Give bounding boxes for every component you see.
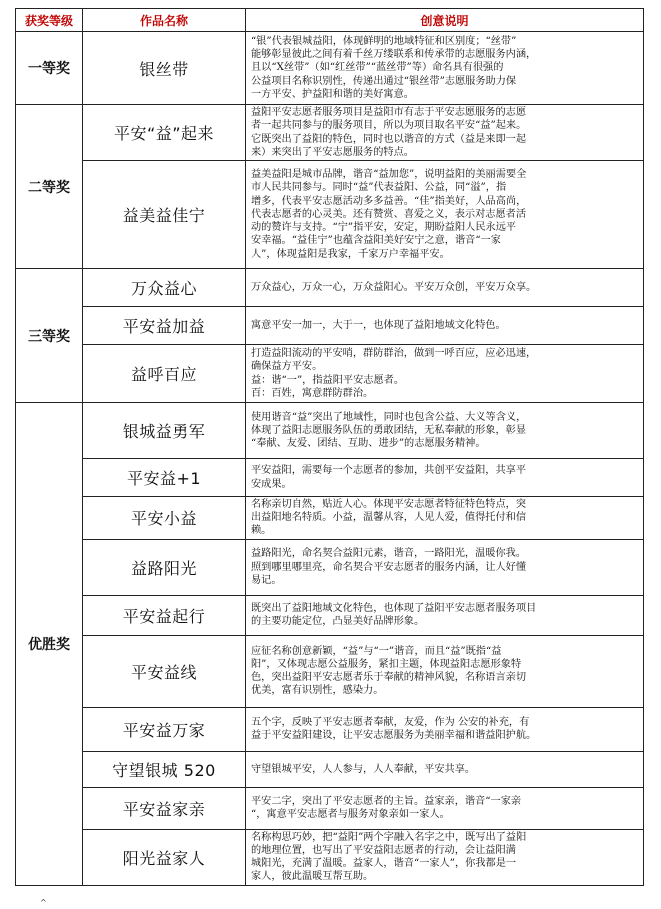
description-line: 益美益阳是城市品牌，谐音“益加您”，说明益阳的美丽需要全: [251, 169, 527, 181]
description-cell: [246, 595, 644, 635]
work-name: 益呼百应: [83, 345, 246, 403]
work-name: 益路阳光: [83, 539, 246, 595]
description-line: 阳”，又体现志愿公益服务，紧扣主题，体现益阳志愿形象特: [251, 658, 522, 670]
award-level: 二等奖: [16, 105, 83, 269]
description-line: 打造益阳流动的平安哨，群防群治，做到一呼百应，应必迅速，: [251, 348, 537, 360]
work-name: 银城益勇军: [83, 403, 246, 459]
description-cell: [246, 787, 644, 829]
description-line: 使用谐音“益”突出了地域性，同时也包含公益、大义等含义，: [251, 411, 527, 423]
description-line: 公益项目名称识别性，传递出通过“银丝带”志愿服务助力保: [251, 75, 517, 87]
description-line: 既突出了益阳地域文化特色，也体现了益阳平安志愿者服务项目: [251, 602, 537, 614]
description-line: 照到哪里哪里亮，命名契合平安志愿者的服务内涵，让人好懂: [251, 561, 527, 573]
table-row: [16, 787, 644, 829]
description-line: 名称构思巧妙，把“益阳”两个字融入名字之中，既写出了益阳: [251, 831, 527, 843]
description-line: 它既突出了益阳的特色，同时也以谐音的方式（益是来即一起: [251, 133, 527, 145]
description-line: “，寓意平安志愿者与服务对象亲如一家人。: [251, 809, 450, 821]
work-name: 平安益+1: [83, 459, 246, 497]
header-work: 作品名称: [83, 9, 246, 32]
description-cell: [246, 707, 644, 751]
table-row: [16, 459, 644, 497]
description-line: 益阳平安志愿者服务项目是益阳市有志于平安志愿服务的志愿: [251, 107, 527, 119]
description-line: 能够彰显彼此之间有着千丝万缕联系和传承带的志愿服务内涵，: [251, 49, 537, 61]
work-name: 守望银城 520: [83, 751, 246, 787]
description-cell: [246, 829, 644, 885]
description-line: 益路阳光，命名契合益阳元素，谐音，一路阳光，温暖你我。: [251, 548, 527, 560]
description-line: 人”，体现益阳是我家，千家万户幸福平安。: [251, 248, 450, 260]
award-level: 三等奖: [16, 269, 83, 403]
description-line: 安幸福。“益佳宁”也蕴含益阳美好安宁之意，谐音“一家: [251, 235, 501, 247]
description-cell: [246, 539, 644, 595]
description-line: 益：谐“一”，指益阳平安志愿者。: [251, 374, 405, 386]
description-cell: [246, 497, 644, 540]
description-cell: [246, 403, 644, 459]
work-name: 银丝带: [83, 32, 246, 105]
description-cell: [246, 269, 644, 307]
description-cell: [246, 307, 644, 345]
description-line: 平安二字，突出了平安志愿者的主旨。益家亲，谐音“一家亲: [251, 795, 522, 807]
table-row: [16, 829, 644, 885]
table-row: [16, 307, 644, 345]
description-line: 守望银城平安，人人参与，人人奉献，平安共享。: [251, 763, 476, 775]
table-body: [16, 32, 644, 886]
description-line: 赖。: [251, 525, 272, 537]
footer-mark: ^: [40, 898, 47, 907]
description-line: 一方平安、护益阳和谐的美好寓意。: [251, 88, 414, 100]
description-line: 的地理位置，也写出了平安益阳志愿者的行动，会让益阳满: [251, 844, 516, 856]
description-line: 万众益心，万众一心，万众益阳心。平安万众创，平安万众享。: [251, 281, 537, 293]
description-cell: [246, 345, 644, 403]
description-cell: [246, 32, 644, 105]
table-row: [16, 345, 644, 403]
table-row: [16, 32, 644, 105]
description-line: 优美，富有识别性，感染力。: [251, 685, 384, 697]
description-line: 家人，彼此温暖互帮互助。: [251, 871, 374, 883]
header-row: [16, 9, 644, 32]
description-line: 易记。: [251, 574, 282, 586]
work-name: 平安益起行: [83, 595, 246, 635]
work-name: 平安益加益: [83, 307, 246, 345]
description-line: 色，突出益阳平安志愿者乐于奉献的精神风貌，名称语言亲切: [251, 672, 527, 684]
description-cell: [246, 751, 644, 787]
description-line: 应征名称创意新颖，“益”与“一”谐音，而且“益”既指“益: [251, 645, 502, 657]
description-line: 增多，代表平安志愿活动多多益善。“佳”指美好，人品高尚，: [251, 195, 527, 207]
description-line: 益于平安益阳建设，让平安志愿服务为美丽幸福和谐益阳护航。: [251, 730, 537, 742]
description-line: 出益阳地名特质。小益，温馨从容，人见人爱，值得托付和信: [251, 512, 527, 524]
table-row: [16, 497, 644, 540]
table-row: [16, 635, 644, 707]
table-row: [16, 105, 644, 161]
header-description: 创意说明: [246, 9, 644, 32]
description-line: 代表志愿者的心灵美。还有赞赏、喜爱之义，表示对志愿者活: [251, 208, 527, 220]
description-line: 且以“X丝带”（如“红丝带”“蓝丝带”等）命名具有很强的: [251, 62, 504, 74]
description-line: 者一起共同参与的服务项目，所以为项目取名平安“益”起来。: [251, 120, 527, 132]
description-cell: [246, 161, 644, 269]
work-name: 阳光益家人: [83, 829, 246, 885]
table-row: [16, 539, 644, 595]
work-name: 平安“益”起来: [83, 105, 246, 161]
table-row: [16, 403, 644, 459]
work-name: 益美益佳宁: [83, 161, 246, 269]
award-level: 优胜奖: [16, 403, 83, 886]
description-line: 的主要功能定位，凸显美好品牌形象。: [251, 616, 425, 628]
table-row: [16, 707, 644, 751]
description-cell: [246, 105, 644, 161]
header-level: 获奖等级: [16, 9, 83, 32]
description-line: 来）来突出了平安志愿服务的特点。: [251, 146, 414, 158]
description-cell: [246, 635, 644, 707]
description-line: “奉献、友爱、团结、互助、进步”的志愿服务精神。: [251, 438, 486, 450]
description-line: “银”代表银城益阳，体现鲜明的地域特征和区别度；“丝带”: [251, 35, 517, 47]
work-name: 平安小益: [83, 497, 246, 540]
table-row: [16, 595, 644, 635]
description-line: 体现了益阳志愿服务队伍的勇敢团结，无私奉献的形象，彰显: [251, 424, 527, 436]
description-line: 城阳光，充满了温暖。益家人，谐音“一家人”，你我都是一: [251, 858, 517, 870]
description-line: 五个字，反映了平安志愿者奉献，友爱，作为 公安的补充，有: [251, 716, 530, 728]
table-row: [16, 269, 644, 307]
description-line: 平安益阳，需要每一个志愿者的参加，共创平安益阳，共享平: [251, 465, 527, 477]
work-name: 平安益线: [83, 635, 246, 707]
description-line: 市人民共同参与。同时“益”代表益阳、公益，同“溢”，指: [251, 182, 507, 194]
description-line: 百：百姓，寓意群防群治。: [251, 387, 374, 399]
description-line: 动的赞许与支持。“宁”指平安，安定，期盼益阳人民永远平: [251, 222, 517, 234]
award-table: [15, 8, 644, 886]
description-line: 寓意平安一加一，大于一，也体现了益阳地域文化特色。: [251, 319, 506, 331]
description-cell: [246, 459, 644, 497]
work-name: 万众益心: [83, 269, 246, 307]
table-row: [16, 161, 644, 269]
award-level: 一等奖: [16, 32, 83, 105]
work-name: 平安益家亲: [83, 787, 246, 829]
description-line: 安成果。: [251, 478, 292, 490]
description-line: 名称亲切自然，贴近人心。体现平安志愿者特征特色特点，突: [251, 499, 527, 510]
description-line: 确保益方平安。: [251, 361, 323, 373]
work-name: 平安益万家: [83, 707, 246, 751]
table-row: [16, 751, 644, 787]
